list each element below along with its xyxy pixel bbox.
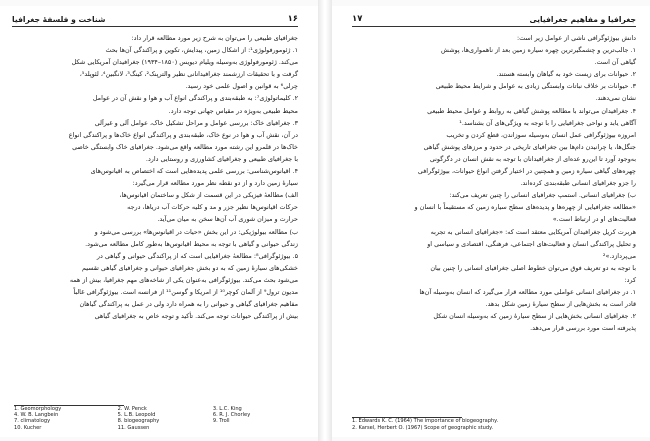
text-line: قادر است به بخش‌هایی از سطح سیارهٔ زمین شکل بدهد. — [485, 300, 636, 309]
text-line: با توجه به دو تعریف فوق می‌توان خطوط اصلی جغرافیای انسانی را چنین بیان — [430, 263, 636, 272]
text-line: زندگی حیوانی و گیاهی با توجه به محیط اقیانوس‌ها به‌طور کامل مطالعه می‌شود. — [85, 239, 298, 248]
footnote: 4. W. B. Langbein — [14, 412, 59, 419]
text-line: ب) مطالعه بیولوژیکی: در این بخش «حیات در اقیانوس‌ها» بررسی می‌شود و — [94, 227, 298, 236]
text-line: ۲. کلیماتولوژی⁷: به طبقه‌بندی و پراکندگی انواع آب و هوا و نقش آن در عوامل — [92, 94, 298, 103]
text-line: نشان نمی‌دهند. — [595, 94, 636, 103]
text-line: را جزو جغرافیای انسانی طبقه‌بندی کرده‌اند. — [520, 179, 636, 188]
text-line: ۱. ژئومورفولوژی¹: از اشکال زمین، پیدایش، تکوین و پراکندگی آن‌ها بحث — [105, 46, 298, 55]
footnote: 5. L.B. Leopold — [117, 412, 156, 419]
left-page — [0, 6, 318, 437]
text-line: چهره‌های گیاهی سیاره زمین و همچنین در اختیار گرفتن انواع حیوانات، بیوژئوگرافی — [417, 167, 636, 176]
text-line: کرد: — [624, 275, 636, 284]
text-line: می‌پردازد.»² — [602, 251, 636, 260]
footnote: 6. R. J. Chorley — [212, 412, 251, 419]
footnote: 2. W. Penck — [117, 405, 147, 412]
text-line: جنگل‌ها، یا چرانیدن دام‌ها بین جغرافیای تاریخی در حدود و مرزهای پوشش گیاهی — [423, 142, 636, 151]
text-line: هربرت کریل جغرافیدان آمریکایی معتقد است که: «جغرافیای انسانی به تجربه — [430, 227, 636, 236]
text-line: ۱. در جغرافیای انسانی عواملی مورد مطالعه قرار می‌گیرد که انسان به‌وسیله آن‌ها — [419, 287, 636, 296]
text-line: ۲. حیوانات برای زیست خود به گیاهان وابسته هستند. — [496, 70, 636, 79]
right-page-header — [352, 14, 636, 27]
left-page-footnotes — [14, 402, 298, 431]
text-line: فعالیت‌های او در ارتباط است.» — [552, 215, 636, 224]
text-line: و تحلیل پراکندگی انسان و فعالیت‌های اجتماعی، فرهنگی، اقتصادی و سیاسی او — [427, 239, 636, 248]
text-line: محیط طبیعی به‌ویژه در مقیاس جهانی توجه دارد. — [168, 106, 298, 115]
footnote: 9. Troll — [212, 418, 230, 425]
footnote: 2. Karsel, Herbert O. (1967) Scope of geographic study. — [352, 424, 494, 431]
right-page-body — [352, 32, 636, 334]
footnote: 10. Kucher — [14, 424, 42, 431]
text-line: می‌شود بحث می‌کند. بیوژئوگرافی به‌عنوان یکی از شاخه‌های مهم جغرافیا، بیش از همه — [69, 275, 298, 284]
text-line: می‌کند. ژئومورفولوژی به‌وسیله ویلیام دیویس (۱۸۵۰–۱۹۳۴) جغرافیدان آمریکایی شکل — [71, 58, 298, 67]
text-line: به‌وجود آورد تا این‌رو عده‌ای از جغرافیدانان با توجه به نقش انسان در دگرگونی — [429, 154, 636, 163]
text-line: حرارت و میزان شوری آب آن‌ها سخن به میان می‌آید. — [157, 215, 298, 224]
text-line: مدیون ترول⁹ از آلمان کوچر¹⁰ از امریکا و گوسن¹¹ از فرانسه است. بیوژئوگرافی غالباً — [73, 287, 298, 296]
text-line: جغرافیای طبیعی را می‌توان به شرح زیر مورد مطالعه قرار داد: — [131, 34, 298, 42]
text-line: ۳. حیوانات بر خلاف نباتات وابستگی زیادی به عوامل و شرایط محیط طبیعی — [435, 82, 636, 91]
text-line: آگاهی یابد و نواحی جغرافیایی را با توجه به ویژگی‌های آن بشناسد.¹ — [459, 118, 636, 127]
text-line: چرلی⁶ به قوانین و اصول علمی خود رسید. — [185, 82, 298, 91]
book-gutter — [318, 0, 332, 441]
left-page-number: ۱۶ — [287, 14, 298, 24]
text-line: خشکی‌های سیارهٔ زمین که به دو بخش جغرافیای حیوانی و جغرافیای گیاهی تقسیم — [81, 263, 298, 272]
text-line: ۳. جغرافیای خاک: بررسی عوامل و مراحل تشکیل خاک، عوامل آلی و غیرآلی — [94, 118, 298, 127]
footnote: 11. Gaussen — [117, 424, 150, 431]
text-line: ۱. جالب‌ترین و چشمگیرترین چهره سیاره زمین بعد از ناهمواری‌ها، پوشش — [441, 46, 636, 55]
footnote: 1. Geomorphology — [14, 405, 62, 412]
left-page-running-title: شناخت و فلسفهٔ جغرافیا — [12, 15, 106, 24]
right-page-number: ۱۷ — [352, 14, 363, 24]
right-page-footnotes — [352, 414, 636, 431]
text-line: ب) جغرافیای انسانی. استمپ جغرافیای انسانی را چنین تعریف می‌کند: — [449, 191, 636, 200]
text-line: با جغرافیای طبیعی و جغرافیای کشاورزی و روستایی دارد. — [145, 154, 298, 163]
text-line: ۴. جغرافیدان می‌تواند با مطالعه پوشش گیاهی به روابط و عوامل محیط طبیعی — [427, 106, 636, 115]
text-line: مفاهیم جغرافیای گیاهی و حیوانی را به همراه دارد ولی در عمل به پراکندگی گیاهان — [79, 300, 298, 309]
text-line: ۵. بیوژئوگرافی⁸: مطالعهٔ جغرافیایی است که از پراکندگی حیوانی و گیاهی در — [96, 251, 298, 260]
footnote: 8. biogeography — [117, 418, 160, 425]
left-page-header — [12, 14, 298, 27]
left-page-body — [12, 32, 298, 322]
footnote: 7. climatology — [14, 418, 51, 425]
text-line: سیارهٔ زمین دارد و از دو نقطه نظر مورد مطالعه قرار می‌گیرد: — [132, 179, 298, 188]
right-page-running-title: جغرافیا و مفاهیم جغرافیایی — [529, 15, 636, 24]
text-line: امروزه بیوژئوگرافی عمل انسان به‌وسیله سوزاندن، قطع کردن و تخریب — [446, 130, 636, 139]
footnote: 3. L.C. King — [212, 405, 242, 412]
text-line: خاک‌ها در قلمرو این رشته مورد مطالعه واقع می‌شود. جغرافیای خاک وابستگی خاصی — [72, 142, 298, 151]
text-line: حرکات اقیانوس‌ها نظیر جزر و مد و کلیه حرکات آب دریاها، درجه — [127, 203, 298, 212]
text-line: بیش از پراکندگی حیوانات توجه می‌کند. تأکید و توجه خاص به جغرافیای گیاهی — [94, 312, 298, 321]
text-line: گیاهی آن است. — [594, 58, 636, 67]
text-line: گرفت و با تحقیقات ارزشمند جغرافیدانانی نظیر والترپنک²، کینگ³، لانگبین⁴، لئوپلد⁵، — [79, 70, 298, 79]
text-line: در آن، نقش آب و هوا در نوع خاک، طبقه‌بندی و پراکندگی انواع خاک‌ها و پراکندگی انواع — [68, 130, 298, 139]
footnote: 1. Edwards K. C. (1964) The importance of biogeography. — [352, 418, 499, 425]
text-line: ۲. جغرافیای انسانی بخش‌هایی از سطح سیارهٔ زمین که به‌وسیله انسان شکل — [433, 312, 636, 321]
text-line: دانش بیوژئوگرافی ناشی از عوامل زیر است: — [516, 34, 636, 42]
text-line: «مطالعه جغرافیایی از چهره‌ها و پدیده‌های سطح سیاره زمین که مستقیماً با انسان و — [414, 203, 636, 212]
right-page — [332, 6, 650, 437]
text-line: ۴. اقیانوس‌شناسی: بررسی علمی پدیده‌هایی است که اختصاص به اقیانوس‌های — [90, 167, 298, 176]
text-line: پذیرفته است مورد بررسی قرار می‌دهد. — [530, 324, 636, 333]
text-line: الف) مطالعهٔ فیزیکی در این قسمت از شکل و ساختمان اقیانوس‌ها، — [119, 191, 298, 200]
